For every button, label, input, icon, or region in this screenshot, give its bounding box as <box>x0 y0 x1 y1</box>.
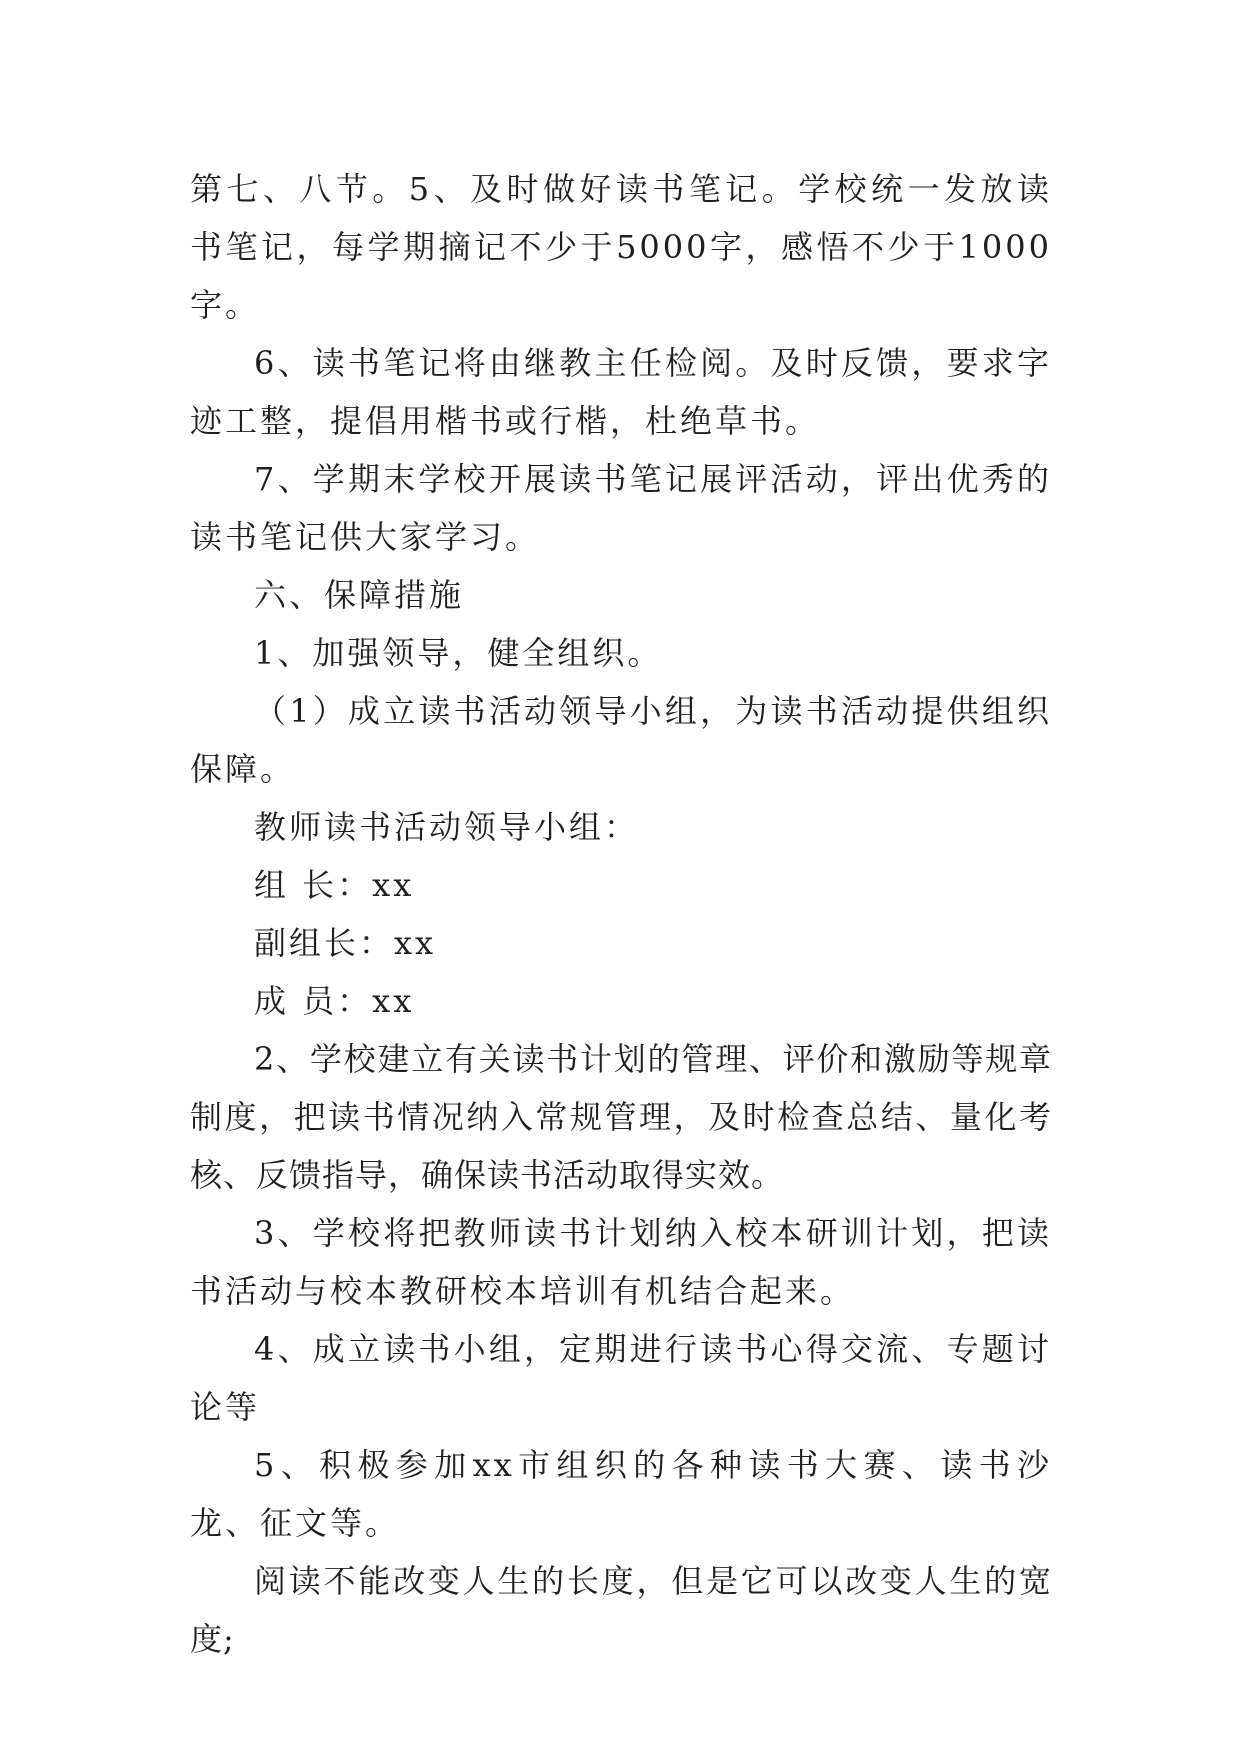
paragraph-item-3: 3、学校将把教师读书计划纳入校本研训计划，把读书活动与校本教研校本培训有机结合起来。 <box>190 1214 1052 1310</box>
paragraph-subitem-1: （1）成立读书活动领导小组，为读书活动提供组织保障。 <box>190 692 1052 788</box>
group-title: 教师读书活动领导小组： <box>254 808 640 846</box>
paragraph-continuation: 第七、八节。5、及时做好读书笔记。学校统一发放读书笔记，每学期摘记不少于5000字，感悟不少于1000字。 <box>190 170 1052 324</box>
group-deputy-leader: 副组长：xx <box>254 924 437 962</box>
paragraph-item-5: 5、积极参加xx市组织的各种读书大赛、读书沙龙、征文等。 <box>190 1446 1052 1542</box>
paragraph-item-1: 1、加强领导，健全组织。 <box>254 634 663 672</box>
paragraph-item-4: 4、成立读书小组，定期进行读书心得交流、专题讨论等 <box>190 1330 1052 1426</box>
paragraph-item-6: 6、读书笔记将由继教主任检阅。及时反馈，要求字迹工整，提倡用楷书或行楷，杜绝草书。 <box>190 344 1052 440</box>
group-leader: 组 长：xx <box>254 866 415 904</box>
section-heading-safeguards: 六、保障措施 <box>254 576 465 614</box>
group-members: 成 员：xx <box>254 982 415 1020</box>
paragraph-item-2: 2、学校建立有关读书计划的管理、评价和激励等规章制度，把读书情况纳入常规管理，及时检查总结、量化考核、反馈指导，确保读书活动取得实效。 <box>190 1040 1052 1194</box>
paragraph-closing: 阅读不能改变人生的长度，但是它可以改变人生的宽度; <box>190 1562 1052 1658</box>
paragraph-item-7: 7、学期末学校开展读书笔记展评活动，评出优秀的读书笔记供大家学习。 <box>190 460 1052 556</box>
document-body <box>190 160 1052 1668</box>
